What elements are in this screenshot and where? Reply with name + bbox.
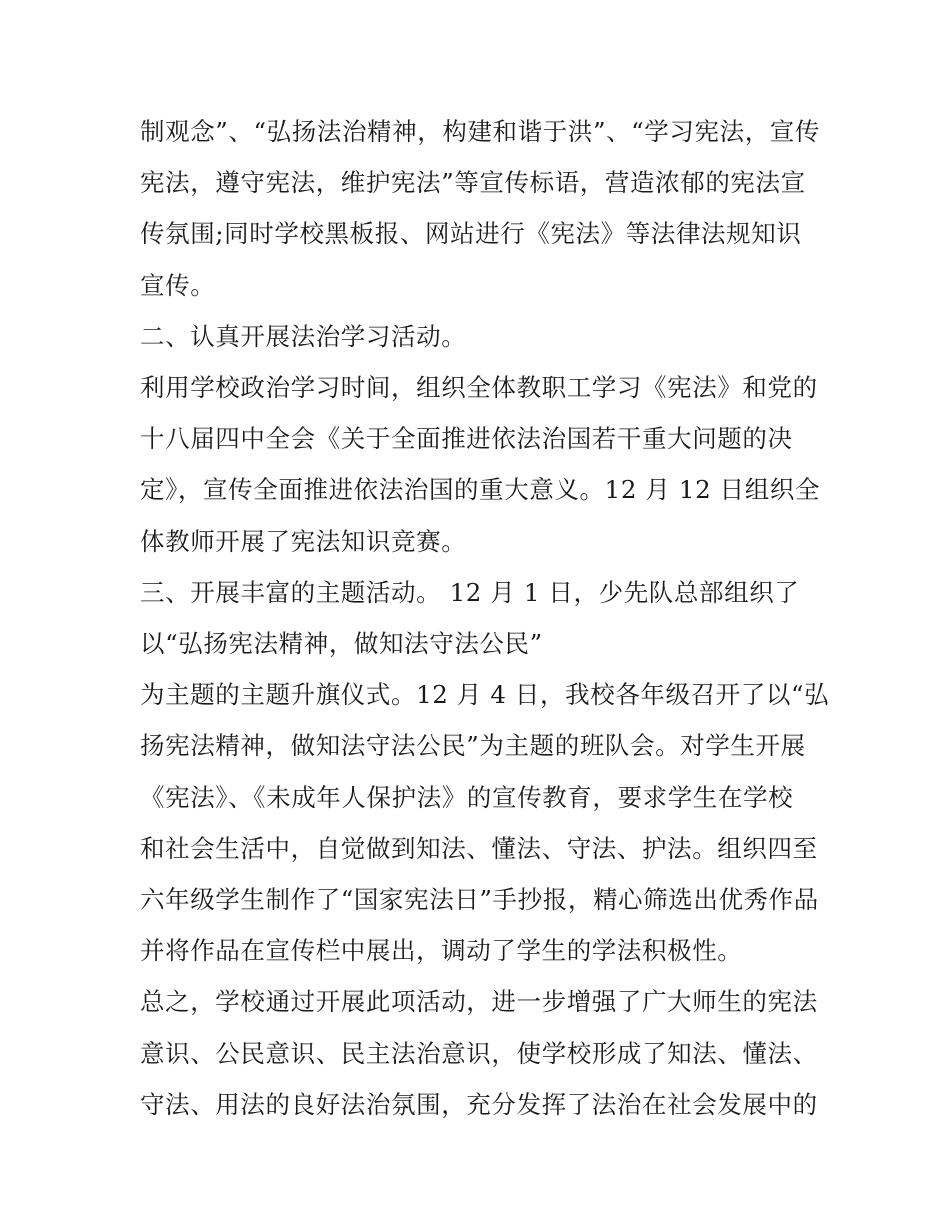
section-heading: 二、认真开展法治学习活动。 (140, 321, 467, 351)
text-line: 利用学校政治学习时间，组织全体教职工学习《宪法》和党的 (140, 373, 818, 403)
document-body (140, 106, 830, 1130)
text-line: 和社会生活中，自觉做到知法、懂法、守法、护法。组织四至 (140, 833, 818, 863)
text-line: 十八届四中全会《关于全面推进依法治国若干重大问题的决 (140, 424, 793, 454)
text-line: 《宪法》、《未成年人保护法》的宣传教育，要求学生在学校 (140, 782, 794, 812)
text-line: 宣传。 (140, 270, 216, 300)
section-heading: 三、开展丰富的主题活动。 12 月 1 日，少先队总部组织了 (140, 577, 800, 607)
text-line: 守法、用法的良好法治氛围，充分发挥了法治在社会发展中的 (140, 1089, 818, 1119)
text-line: 为主题的主题升旗仪式。12 月 4 日，我校各年级召开了以“弘 (140, 680, 830, 710)
text-line: 定》，宣传全面推进依法治国的重大意义。12 月 12 日组织全 (140, 475, 821, 505)
text-line: 意识、公民意识、民主法治意识，使学校形成了知法、懂法、 (140, 1038, 818, 1068)
text-line: 总之，学校通过开展此项活动，进一步增强了广大师生的宪法 (140, 987, 818, 1017)
text-line: 体教师开展了宪法知识竞赛。 (140, 526, 467, 556)
text-line: 以“弘扬宪法精神，做知法守法公民” (140, 629, 543, 659)
text-line: 制观念”、“弘扬法治精神，构建和谐于洪”、“学习宪法，宣传 (140, 117, 820, 146)
text-line: 扬宪法精神，做知法守法公民”为主题的班队会。对学生开展 (140, 731, 806, 761)
text-line: 宪法，遵守宪法，维护宪法”等宣传标语，营造浓郁的宪法宣 (140, 168, 806, 198)
text-line: 六年级学生制作了“国家宪法日”手抄报，精心筛选出优秀作品 (140, 885, 819, 915)
text-line: 并将作品在宣传栏中展出，调动了学生的学法积极性。 (140, 936, 743, 966)
text-line: 传氛围;同时学校黑板报、网站进行《宪法》等法律法规知识 (140, 219, 802, 249)
